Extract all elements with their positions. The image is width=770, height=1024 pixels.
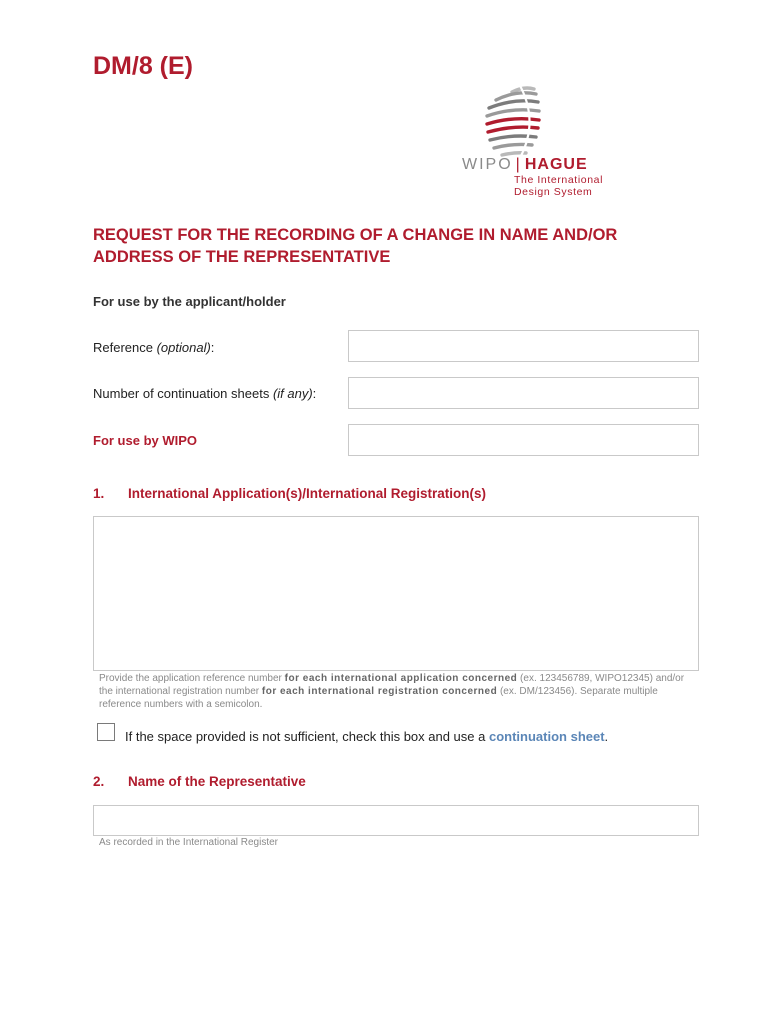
document-title	[93, 224, 713, 268]
continuation-colon: :	[312, 386, 317, 401]
reference-input[interactable]	[348, 330, 699, 362]
logo-subtitle	[514, 174, 603, 198]
help-bold-2: for each international registration concerned	[261, 686, 498, 697]
form-code: DM/8 (E)	[93, 52, 193, 80]
continuation-checkbox[interactable]	[97, 723, 115, 741]
reference-optional-text: (optional)	[156, 340, 211, 355]
logo-wipo-text: WIPO	[462, 156, 513, 173]
section-1-title: International Application(s)/International Registration(s)	[128, 486, 487, 501]
wipo-hague-wordmark	[462, 156, 588, 174]
section-2-number: 2.	[93, 774, 105, 789]
help-part-1: Provide the application reference number	[99, 673, 285, 684]
representative-help-text: As recorded in the International Register	[99, 837, 278, 848]
continuation-sheet-link[interactable]: continuation sheet	[488, 729, 605, 744]
representative-name-input[interactable]	[93, 805, 699, 836]
continuation-label-text: Number of continuation sheets	[93, 386, 273, 401]
reference-label	[93, 340, 214, 355]
continuation-checkbox-label	[125, 729, 608, 744]
section-1-heading	[93, 486, 486, 501]
reference-label-text: Reference	[93, 340, 157, 355]
checkbox-end: .	[604, 729, 609, 744]
section-2-title: Name of the Representative	[128, 774, 306, 789]
logo-separator: |	[515, 156, 522, 173]
logo-hague-text: HAGUE	[524, 156, 588, 173]
logo-subtitle-line2: Design System	[514, 186, 593, 198]
continuation-if-any-text: (if any)	[272, 386, 313, 401]
reference-colon: :	[210, 340, 215, 355]
continuation-sheets-label	[93, 386, 316, 401]
wipo-use-input[interactable]	[348, 424, 699, 456]
section-1-number: 1.	[93, 486, 105, 501]
logo-subtitle-line1: The International	[514, 174, 604, 186]
document-title-line2: ADDRESS OF THE REPRESENTATIVE	[93, 248, 391, 266]
help-bold-1: for each international application concerned	[284, 673, 518, 684]
continuation-sheets-input[interactable]	[348, 377, 699, 409]
checkbox-text: If the space provided is not sufficient, check this box and use a	[125, 729, 489, 744]
document-title-line1: REQUEST FOR THE RECORDING OF A CHANGE IN NAME AND/OR	[93, 226, 618, 244]
help-part-2: (ex. 123456789, WIPO12345) and/or the international registration number	[99, 673, 685, 697]
wipo-use-label: For use by WIPO	[93, 433, 198, 448]
help-part-3: (ex. DM/123456). Separate multiple reference numbers with a semicolon.	[99, 686, 658, 710]
registrations-help-text	[99, 672, 699, 711]
section-2-heading	[93, 774, 306, 789]
registrations-textarea[interactable]	[93, 516, 699, 671]
applicant-use-heading: For use by the applicant/holder	[93, 294, 286, 309]
